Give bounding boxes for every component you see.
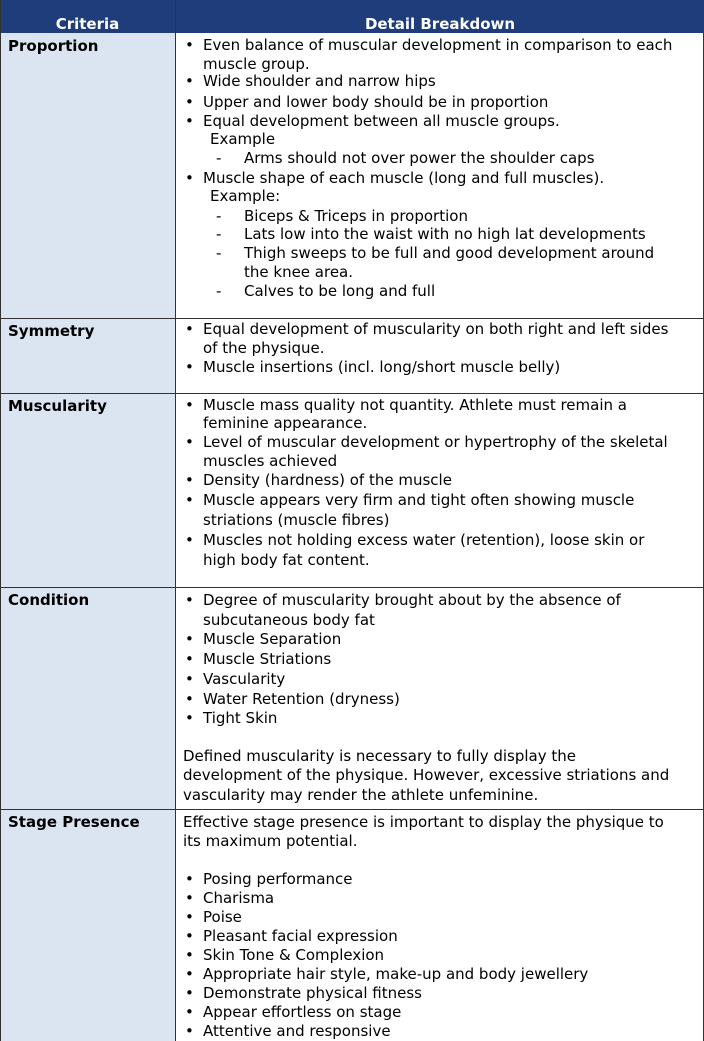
detail-line: Vascularity: [203, 670, 286, 688]
criteria-label: Stage Presence: [8, 813, 140, 831]
bullet-marker: •: [185, 531, 194, 549]
detail-line: Appropriate hair style, make-up and body jewellery: [203, 965, 589, 983]
detail-line: Equal development of muscularity on both right and left sides: [203, 320, 669, 338]
bullet-marker: •: [185, 946, 194, 964]
detail-line: Pleasant facial expression: [203, 927, 398, 945]
detail-line: of the physique.: [203, 339, 325, 357]
bullet-marker: •: [185, 965, 194, 983]
detail-line: feminine appearance.: [203, 414, 368, 432]
criteria-cell: [0, 393, 175, 587]
row-divider: [0, 393, 704, 394]
detail-line: striations (muscle fibres): [203, 511, 390, 529]
detail-line: subcutaneous body fat: [203, 611, 375, 629]
detail-line: Posing performance: [203, 870, 353, 888]
bullet-marker: •: [185, 358, 194, 376]
bullet-marker: •: [185, 650, 194, 668]
bullet-marker: •: [185, 889, 194, 907]
detail-line: Example:: [210, 187, 281, 205]
detail-line: Arms should not over power the shoulder caps: [244, 149, 595, 167]
detail-line: Upper and lower body should be in proportion: [203, 93, 549, 111]
criteria-cell: [0, 809, 175, 1041]
detail-cell: [176, 587, 704, 809]
detail-line: Skin Tone & Complexion: [203, 946, 385, 964]
criteria-label: Proportion: [8, 37, 99, 55]
detail-line: Muscle Striations: [203, 650, 332, 668]
bullet-marker: •: [185, 1022, 194, 1040]
detail-line: Equal development between all muscle groups.: [203, 112, 560, 130]
column-divider: [175, 0, 176, 1041]
bullet-marker: •: [185, 927, 194, 945]
detail-line: Wide shoulder and narrow hips: [203, 72, 436, 90]
bullet-marker: •: [185, 630, 194, 648]
bullet-marker: •: [185, 72, 194, 90]
detail-cell: [176, 393, 704, 587]
detail-line: Muscle Separation: [203, 630, 342, 648]
detail-line: Level of muscular development or hypertrophy of the skeletal: [203, 433, 668, 451]
detail-line: Demonstrate physical fitness: [203, 984, 422, 1002]
detail-line: Muscle insertions (incl. long/short muscle belly): [203, 358, 561, 376]
detail-line: muscles achieved: [203, 452, 338, 470]
criteria-label: Symmetry: [8, 322, 95, 340]
dash-marker: -: [216, 244, 222, 262]
table-row-condition: [0, 587, 704, 809]
detail-line: muscle group.: [203, 55, 310, 73]
detail-line: Muscle mass quality not quantity. Athlete must remain a: [203, 396, 627, 414]
detail-line: Calves to be long and full: [244, 282, 436, 300]
detail-line: development of the physique. However, excessive striations and: [183, 766, 670, 784]
dash-marker: -: [216, 149, 222, 167]
detail-line: Muscle shape of each muscle (long and full muscles).: [203, 169, 605, 187]
bullet-marker: •: [185, 908, 194, 926]
detail-cell: [176, 33, 704, 318]
table-row-symmetry: [0, 318, 704, 393]
dash-marker: -: [216, 225, 222, 243]
detail-line: Biceps & Triceps in proportion: [244, 207, 468, 225]
detail-line: Muscle appears very firm and tight often showing muscle: [203, 491, 635, 509]
dash-marker: -: [216, 282, 222, 300]
bullet-marker: •: [185, 984, 194, 1002]
detail-line: high body fat content.: [203, 551, 370, 569]
detail-line: Tight Skin: [203, 709, 278, 727]
row-divider: [0, 587, 704, 588]
criteria-label: Muscularity: [8, 397, 107, 415]
detail-line: Density (hardness) of the muscle: [203, 471, 452, 489]
header-detail-breakdown: Detail Breakdown: [364, 15, 516, 33]
bullet-marker: •: [185, 709, 194, 727]
table-row-muscularity: [0, 393, 704, 587]
table-header: [0, 0, 704, 33]
detail-line: Even balance of muscular development in comparison to each: [203, 36, 673, 54]
bullet-marker: •: [185, 112, 194, 130]
bullet-marker: •: [185, 870, 194, 888]
detail-line: Charisma: [203, 889, 275, 907]
table-row-stage-presence: [0, 809, 704, 1041]
detail-line: Degree of muscularity brought about by the absence of: [203, 591, 621, 609]
bullet-marker: •: [185, 433, 194, 451]
detail-line: Water Retention (dryness): [203, 690, 400, 708]
bullet-marker: •: [185, 1003, 194, 1021]
bullet-marker: •: [185, 670, 194, 688]
bullet-marker: •: [185, 93, 194, 111]
bullet-marker: •: [185, 591, 194, 609]
header-criteria: Criteria: [55, 15, 120, 33]
detail-line: the knee area.: [244, 263, 354, 281]
criteria-cell: [0, 587, 175, 809]
detail-line: Thigh sweeps to be full and good development around: [244, 244, 655, 262]
bullet-marker: •: [185, 471, 194, 489]
detail-line: Attentive and responsive: [203, 1022, 391, 1040]
bullet-marker: •: [185, 169, 194, 187]
table-border-left: [0, 0, 1, 1041]
detail-line: vascularity may render the athlete unfeminine.: [183, 786, 539, 804]
row-divider: [0, 809, 704, 810]
detail-line: Defined muscularity is necessary to fully display the: [183, 747, 576, 765]
detail-cell: [176, 318, 704, 393]
criteria-label: Condition: [8, 591, 90, 609]
bullet-marker: •: [185, 36, 194, 54]
detail-line: Appear effortless on stage: [203, 1003, 402, 1021]
row-divider: [0, 318, 704, 319]
detail-line: Poise: [203, 908, 242, 926]
dash-marker: -: [216, 207, 222, 225]
bullet-marker: •: [185, 491, 194, 509]
bullet-marker: •: [185, 690, 194, 708]
bullet-marker: •: [185, 396, 194, 414]
detail-line: Lats low into the waist with no high lat developments: [244, 225, 646, 243]
criteria-cell: [0, 33, 175, 318]
bullet-marker: •: [185, 320, 194, 338]
detail-line: Effective stage presence is important to display the physique to: [183, 813, 664, 831]
criteria-cell: [0, 318, 175, 393]
table-row-proportion: [0, 33, 704, 318]
detail-line: Muscles not holding excess water (retention), loose skin or: [203, 531, 645, 549]
detail-cell: [176, 809, 704, 1041]
detail-line: Example: [210, 130, 276, 148]
detail-line: its maximum potential.: [183, 832, 358, 850]
